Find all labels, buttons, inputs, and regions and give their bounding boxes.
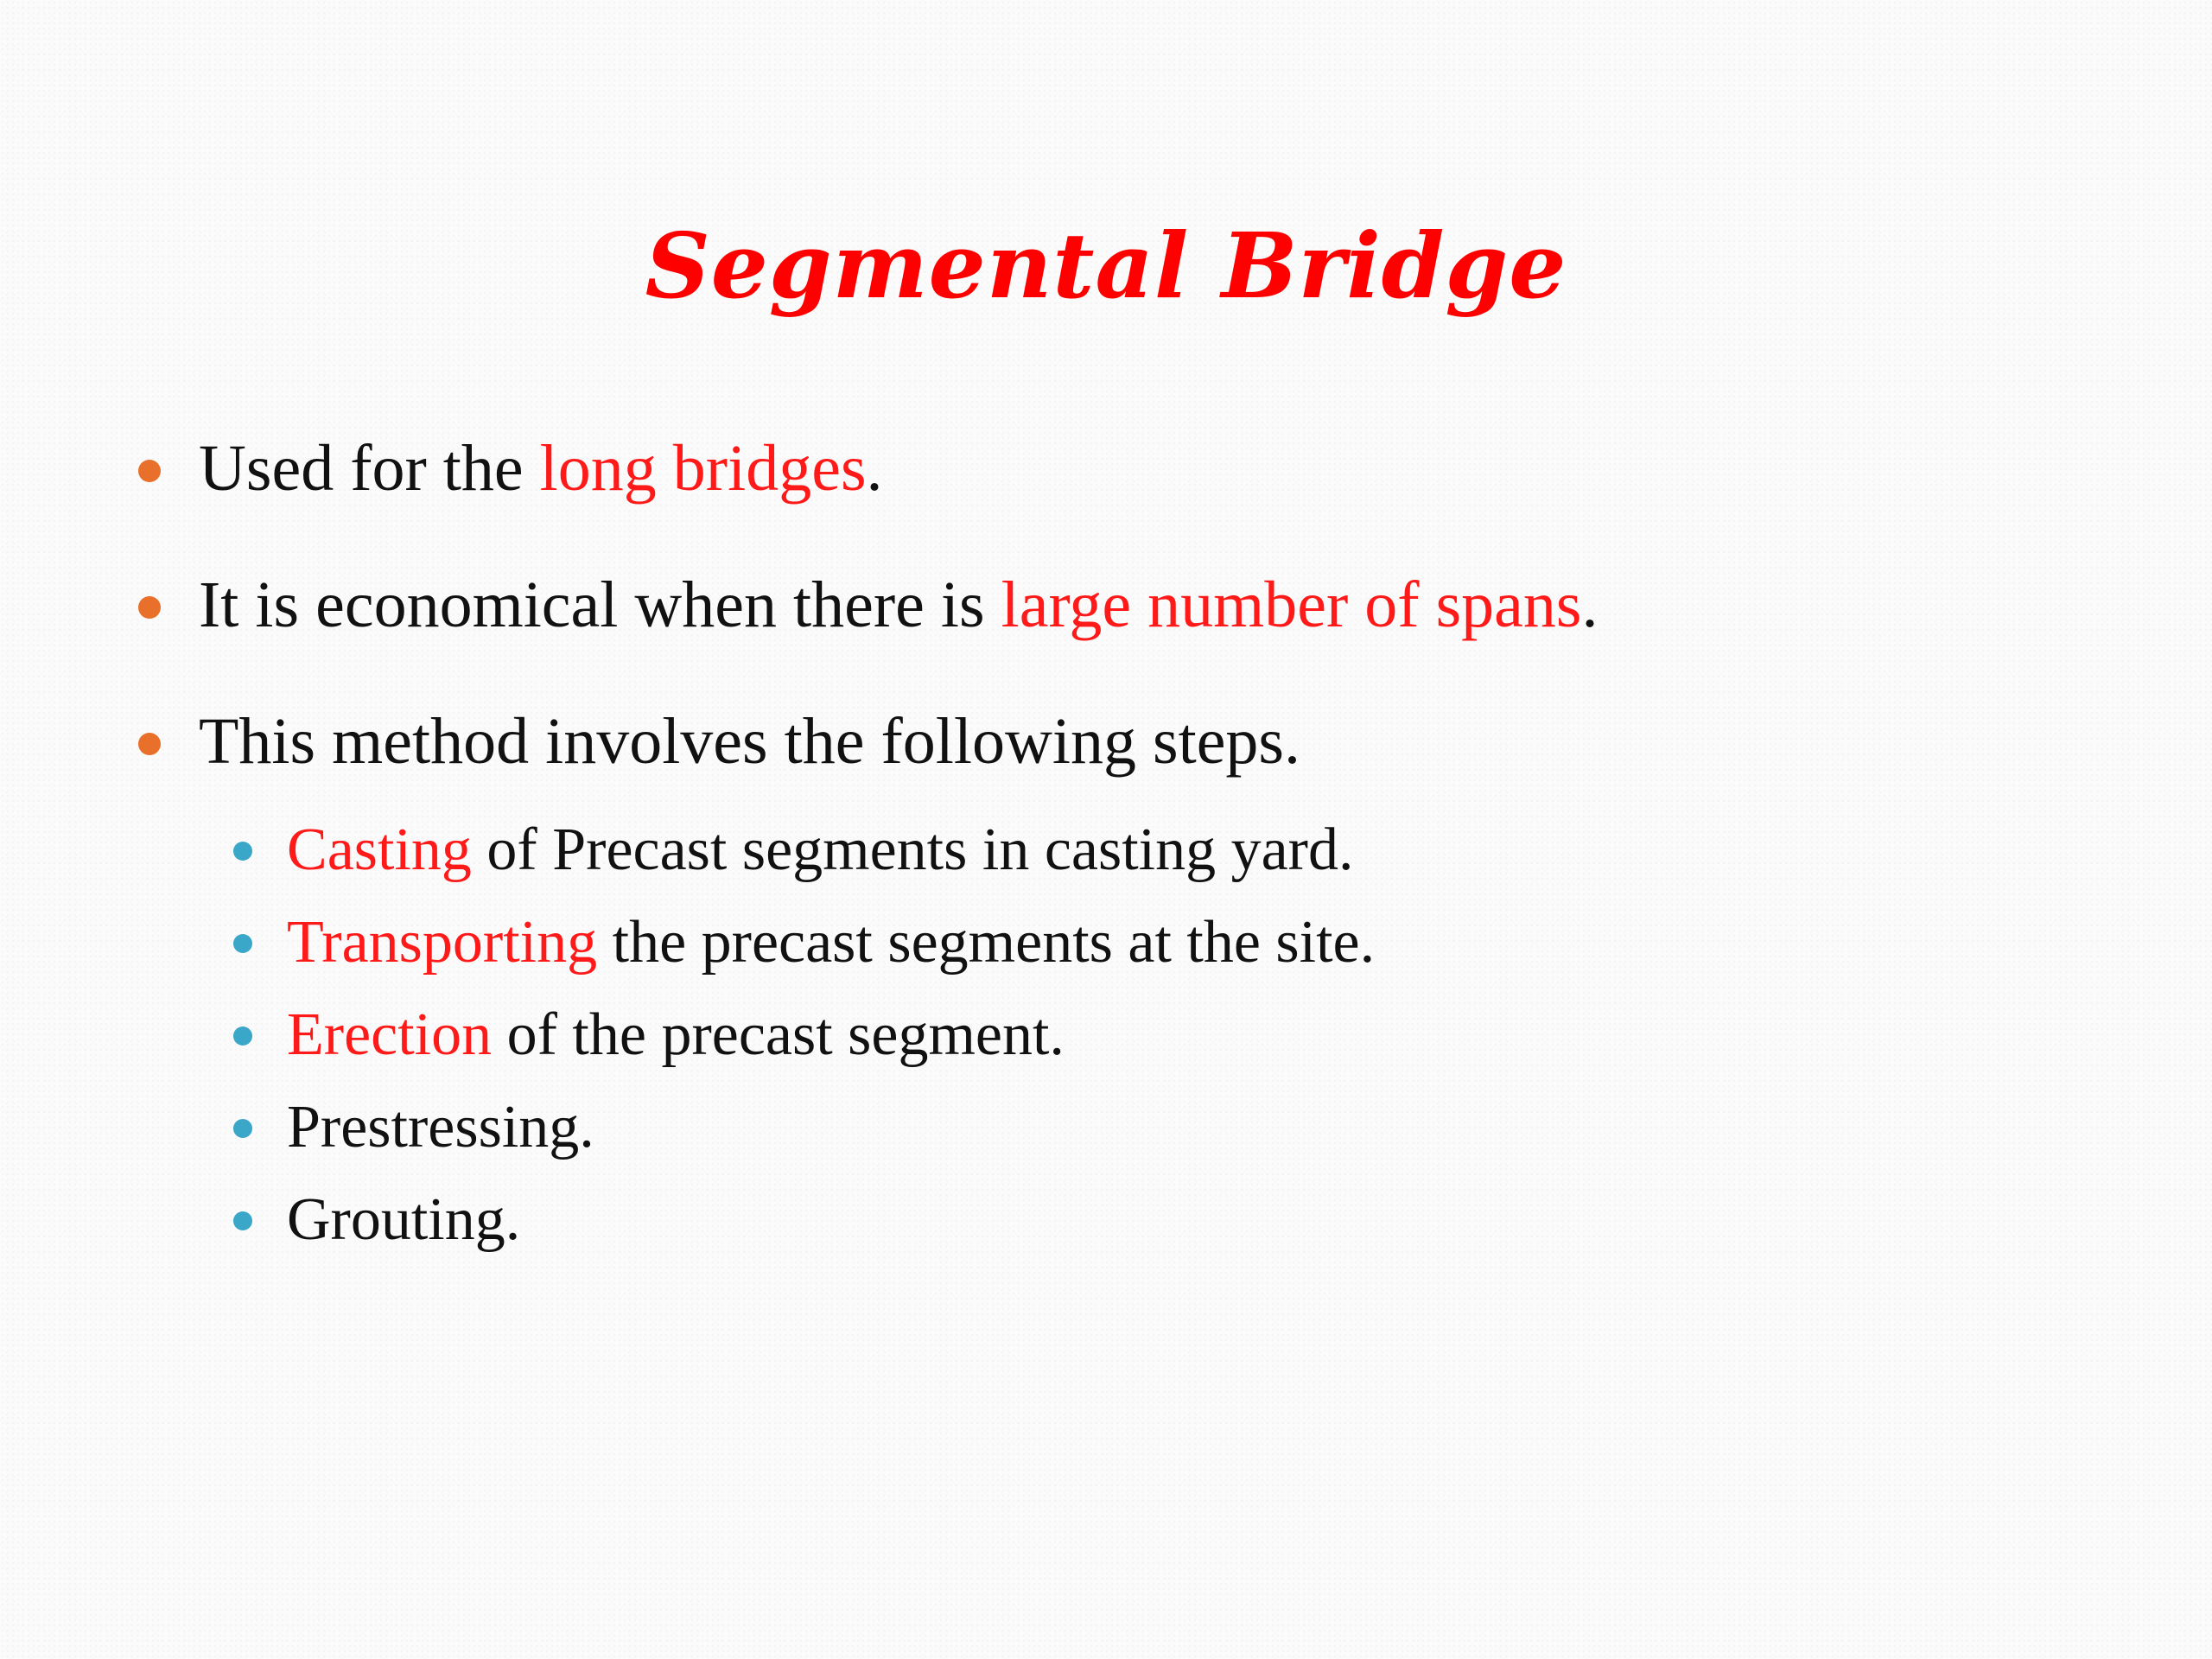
highlighted-text: large number of spans: [1001, 569, 1582, 641]
teal-dot-bullet-icon: [233, 934, 252, 953]
text-segment: .: [1581, 569, 1599, 641]
text-segment: .: [866, 432, 883, 505]
text-segment: Grouting.: [287, 1186, 521, 1253]
step-text: [287, 1179, 520, 1262]
highlighted-text: Erection: [287, 1001, 493, 1068]
text-segment: It is economical when there is: [199, 569, 1001, 641]
orange-dot-bullet-icon: [138, 460, 161, 482]
orange-dot-bullet-icon: [138, 733, 161, 755]
bullet-text: [199, 425, 883, 512]
teal-dot-bullet-icon: [233, 1027, 252, 1046]
step-text: [287, 809, 1353, 892]
step-text: [287, 994, 1065, 1077]
bullet-text: [199, 562, 1598, 648]
step-text: [287, 901, 1375, 984]
slide-title: Segmental Bridge: [645, 213, 1567, 319]
text-segment: Used for the: [199, 432, 540, 505]
highlighted-text: Transporting: [287, 909, 598, 976]
highlighted-text: long bridges: [539, 432, 867, 505]
teal-dot-bullet-icon: [233, 1119, 252, 1138]
text-segment: Prestressing.: [287, 1094, 594, 1160]
text-segment: of Precast segments in casting yard.: [471, 817, 1354, 883]
bullet-text: [199, 698, 1300, 785]
text-segment: the precast segments at the site.: [597, 909, 1376, 976]
text-segment: of the precast segment.: [492, 1001, 1065, 1068]
text-segment: This method involves the following steps.: [199, 705, 1301, 778]
step-text: [287, 1086, 594, 1169]
highlighted-text: Casting: [287, 817, 472, 883]
teal-dot-bullet-icon: [233, 1211, 252, 1230]
orange-dot-bullet-icon: [138, 596, 161, 619]
teal-dot-bullet-icon: [233, 842, 252, 861]
